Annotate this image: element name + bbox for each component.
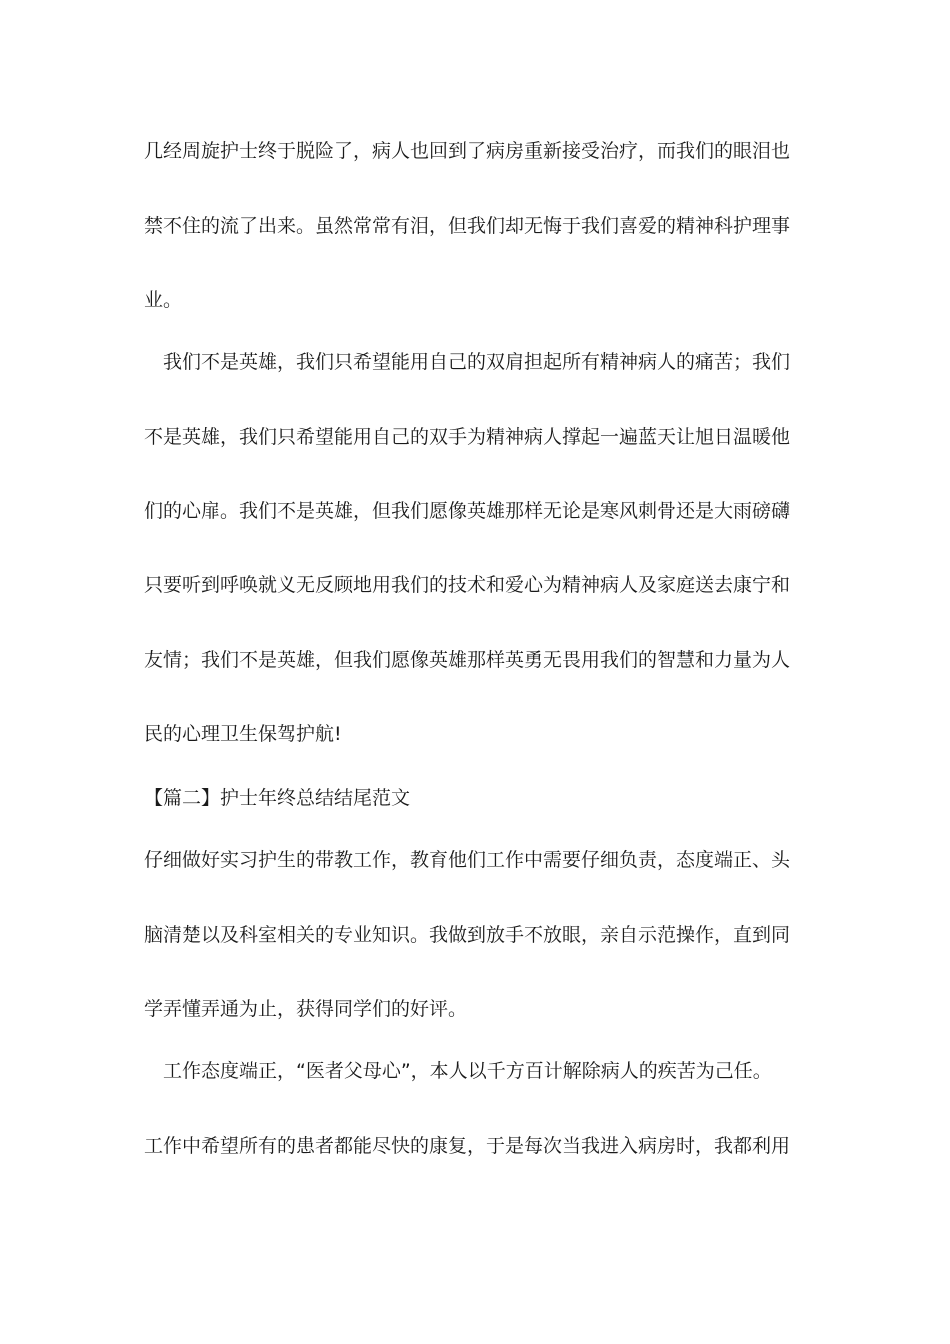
section-heading: 【篇二】护士年终总结结尾范文 [144,787,411,809]
paragraph-line: 民的心理卫生保驾护航! [144,723,342,745]
paragraph-line: 工作中希望所有的患者都能尽快的康复，于是每次当我进入病房时，我都利用 [144,1135,791,1157]
paragraph-line: 业。 [144,289,183,311]
paragraph-line: 几经周旋护士终于脱险了，病人也回到了病房重新接受治疗，而我们的眼泪也 [144,140,791,162]
paragraph-line: 脑清楚以及科室相关的专业知识。我做到放手不放眼，亲自示范操作，直到同 [144,924,791,946]
paragraph-line: 不是英雄，我们只希望能用自己的双手为精神病人撑起一遍蓝天让旭日温暖他 [144,426,791,448]
paragraph-line: 只要听到呼唤就义无反顾地用我们的技术和爱心为精神病人及家庭送去康宁和 [144,574,791,596]
paragraph-line: 我们不是英雄，我们只希望能用自己的双肩担起所有精神病人的痛苦；我们 [144,351,791,373]
paragraph-line: 禁不住的流了出来。虽然常常有泪，但我们却无悔于我们喜爱的精神科护理事 [144,215,791,237]
paragraph-line: 友情；我们不是英雄，但我们愿像英雄那样英勇无畏用我们的智慧和力量为人 [144,649,791,671]
paragraph-line: 仔细做好实习护生的带教工作，教育他们工作中需要仔细负责，态度端正、头 [144,849,791,871]
paragraph-line: 们的心扉。我们不是英雄，但我们愿像英雄那样无论是寒风刺骨还是大雨磅礴 [144,500,791,522]
paragraph-line: 工作态度端正，“医者父母心”，本人以千方百计解除病人的疾苦为己任。 [144,1060,772,1082]
paragraph-line: 学弄懂弄通为止，获得同学们的好评。 [144,998,468,1020]
